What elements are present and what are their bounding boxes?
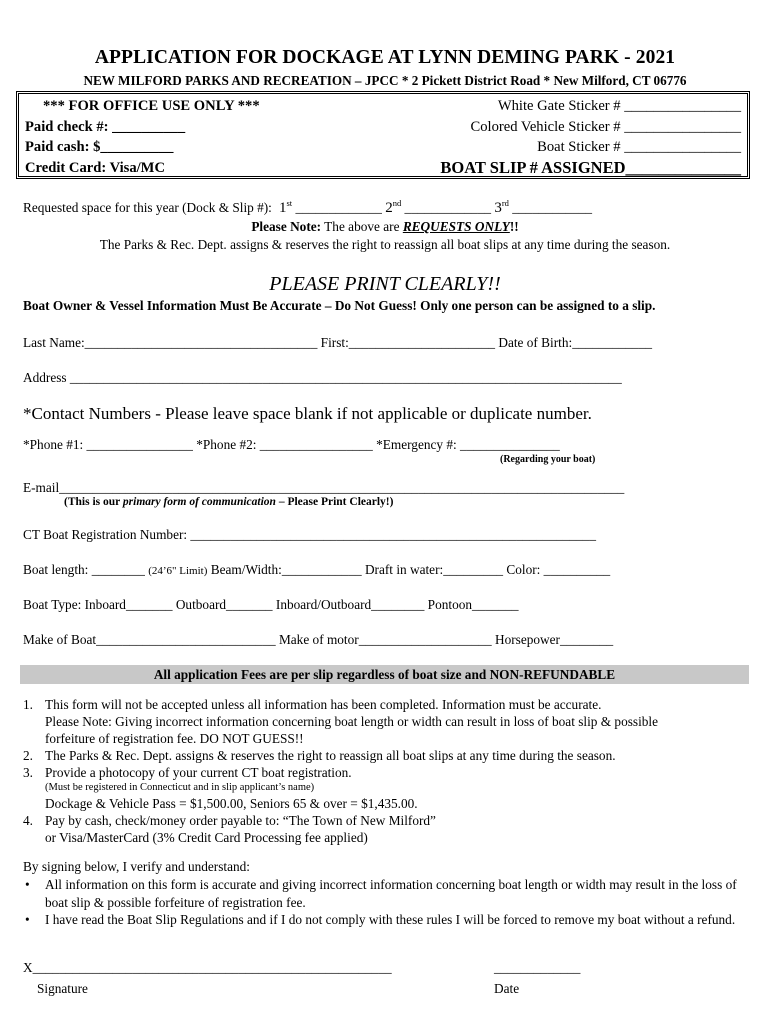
office-use-box <box>16 91 750 179</box>
contact-numbers-heading: *Contact Numbers - Please leave space blank if not applicable or duplicate number. <box>23 404 592 423</box>
page-subtitle: NEW MILFORD PARKS AND RECREATION – JPCC * 2 Pickett District Road * New Milford, CT 06776 <box>83 73 687 88</box>
print-clearly-heading: PLEASE PRINT CLEARLY!! <box>269 273 501 295</box>
agreement-intro: By signing below, I verify and understand: <box>23 859 250 874</box>
boat-sticker-field[interactable]: Boat Sticker # ________________ <box>537 139 741 155</box>
boat-slip-assigned-field[interactable]: BOAT SLIP # ASSIGNED______________ <box>440 157 741 177</box>
requested-space-label: Requested space for this year (Dock & Slip #): <box>23 200 272 215</box>
agreement-list <box>23 876 743 929</box>
colored-vehicle-sticker-field[interactable]: Colored Vehicle Sticker # ________________ <box>470 118 741 135</box>
signature-field[interactable]: X______________________________________________________ <box>23 960 392 975</box>
emergency-note: (Regarding your boat) <box>500 454 596 465</box>
office-left-column <box>25 96 260 178</box>
office-right-column <box>440 96 741 178</box>
requested-space-line: Requested space for this year (Dock & Slip #): 1st _____________ 2nd _____________ 3rd ____________ <box>23 198 593 216</box>
bullet-icon: • <box>25 877 30 892</box>
ct-registration-field[interactable]: CT Boat Registration Number: _____________________________________________________________ <box>23 527 596 542</box>
reassign-note: The Parks & Rec. Dept. assigns & reserves the right to reassign all boat slips at any time during the season. <box>99 237 671 252</box>
name-dob-field[interactable]: Last Name:___________________________________ First:______________________ Date of Birth:____________ <box>23 335 652 350</box>
phone-fields[interactable]: *Phone #1: ________________ *Phone #2: _________________ *Emergency #: _______________ <box>23 437 560 452</box>
credit-card-field[interactable]: Credit Card: Visa/MC <box>25 159 165 176</box>
rule-item: 1. This form will not be accepted unless all information has been completed. Information must be accurate. Please Note: Giving incorrect information concerning boat length or width can result in loss of boat slip & possible forfeiture of registration fee. DO NOT GUESS!! <box>23 697 659 746</box>
first-choice-field[interactable]: _____________ <box>292 200 382 215</box>
date-label: Date <box>494 981 520 996</box>
fees-banner: All application Fees are per slip regardless of boat size and NON-REFUNDABLE <box>20 665 749 684</box>
boat-dimensions-fields[interactable]: Boat length: ________ (24’6" Limit) Beam/Width:____________ Draft in water:_________ Color: __________ <box>23 562 611 577</box>
email-field[interactable]: E-mail_____________________________________________________________________________________ <box>23 480 625 495</box>
page-title: APPLICATION FOR DOCKAGE AT LYNN DEMING PARK - 2021 <box>94 47 676 68</box>
date-field[interactable]: _____________ <box>494 960 581 975</box>
third-choice-field[interactable]: ____________ <box>508 200 593 215</box>
rule-item: 4. Pay by cash, check/money order payable to: “The Town of New Milford” or Visa/MasterCard (3% Credit Card Processing fee applied) <box>23 813 436 845</box>
boat-type-fields[interactable]: Boat Type: Inboard_______ Outboard_______ Inboard/Outboard________ Pontoon_______ <box>23 597 519 612</box>
signature-label: Signature <box>37 981 88 996</box>
rule-item: 2. The Parks & Rec. Dept. assigns & reserves the right to reassign all boat slips at any time during the season. <box>23 748 616 763</box>
second-choice-field[interactable]: _____________ <box>401 200 491 215</box>
bullet-icon: • <box>25 912 30 927</box>
agreement-item: • I have read the Boat Slip Regulations and if I do not comply with these rules I will be forced to remove my boat without a refund. <box>25 912 736 927</box>
requests-only-note: Please Note: The above are REQUESTS ONLY!! <box>251 219 519 234</box>
white-gate-sticker-field[interactable]: White Gate Sticker # ________________ <box>497 98 741 114</box>
accuracy-note: Boat Owner & Vessel Information Must Be Accurate – Do Not Guess! Only one person can be assigned to a slip. <box>23 298 656 313</box>
paid-check-field[interactable]: Paid check #: __________ <box>25 118 186 135</box>
address-field[interactable]: Address ___________________________________________________________________________________ <box>23 370 622 385</box>
rule-item: 3. Provide a photocopy of your current CT boat registration. (Must be registered in Connecticut and in slip applicant’s name) Dockage & Vehicle Pass = $1,500.00, Seniors 65 & over = $1,435.00. <box>23 765 418 811</box>
make-model-fields[interactable]: Make of Boat___________________________ Make of motor____________________ Horsepower________ <box>23 632 614 647</box>
rules-list <box>23 696 658 846</box>
length-limit-note: (24’6" Limit) <box>148 565 208 577</box>
office-heading: *** FOR OFFICE USE ONLY *** <box>43 98 260 114</box>
email-note: (This is our primary form of communication – Please Print Clearly!) <box>64 496 394 508</box>
agreement-item: • All information on this form is accurate and giving incorrect information concerning boat length or width may result in the loss of boat slip & possible forfeiture of registration fee. <box>25 877 737 910</box>
paid-cash-field[interactable]: Paid cash: $__________ <box>25 139 174 155</box>
